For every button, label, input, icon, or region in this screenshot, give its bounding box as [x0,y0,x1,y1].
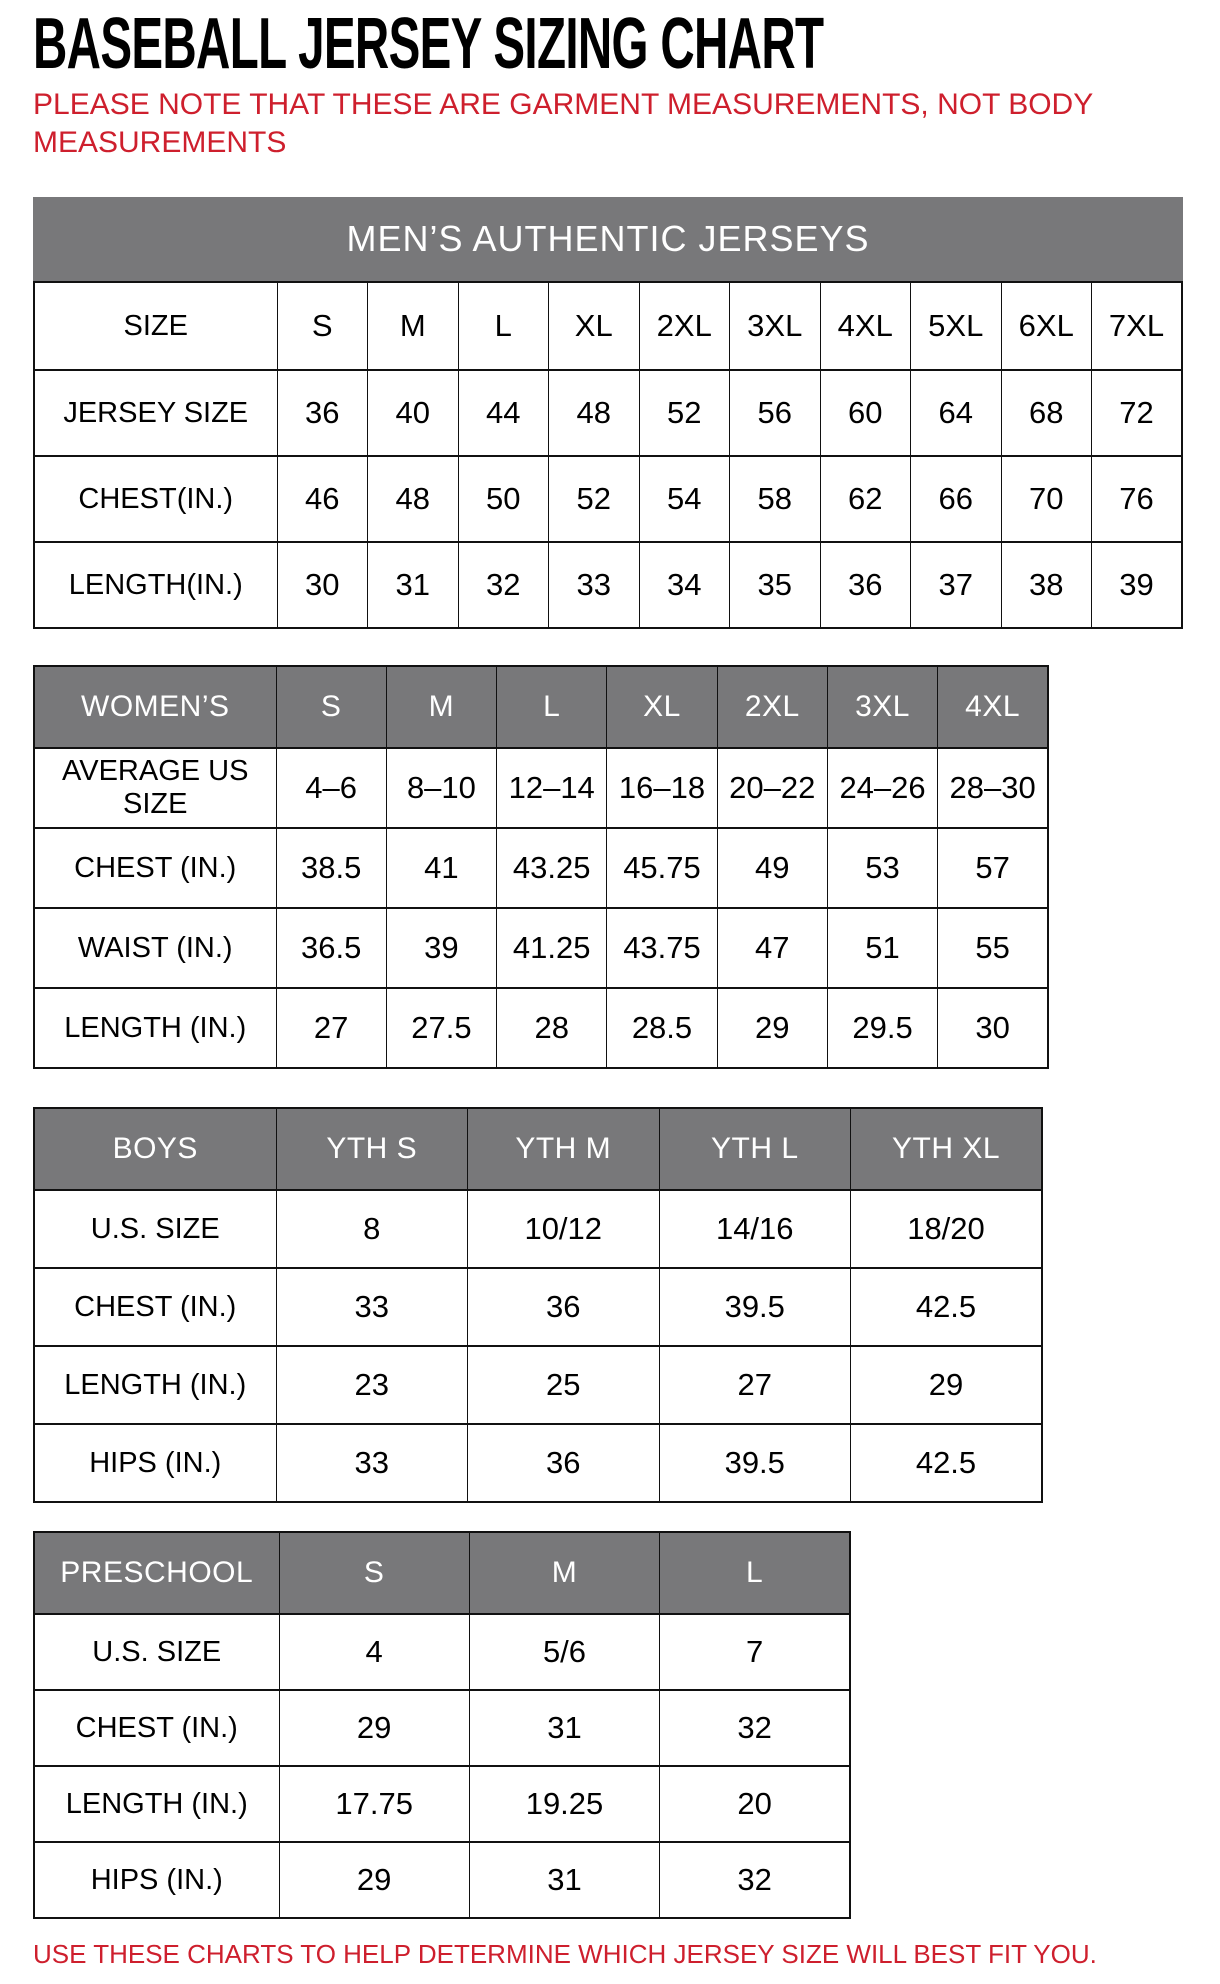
womens-col-header-2xl: 2XL [717,666,827,748]
row-label-cell: CHEST (IN.) [34,1268,276,1346]
boys-col-header-yth-l: YTH L [659,1108,851,1190]
value-cell: 19.25 [469,1766,659,1842]
preschool-row-hips [34,1842,850,1918]
value-cell: 35 [730,542,821,628]
value-cell: 45.75 [607,828,717,908]
value-cell: 52 [549,456,640,542]
boys-col-header-yth-m: YTH M [468,1108,660,1190]
preschool-col-header-l: L [660,1532,850,1614]
mens-col-header-5xl: 5XL [911,282,1002,370]
row-label-cell: CHEST(IN.) [34,456,277,542]
value-cell: 33 [549,542,640,628]
value-cell: 64 [911,370,1002,456]
mens-row-length [34,542,1182,628]
value-cell: 17.75 [279,1766,469,1842]
mens-col-header-7xl: 7XL [1092,282,1183,370]
value-cell: 60 [820,370,911,456]
value-cell: 8 [276,1190,468,1268]
womens-col-header-xl: XL [607,666,717,748]
value-cell: 42.5 [851,1424,1043,1502]
value-cell: 27.5 [386,988,496,1068]
value-cell: 5/6 [469,1614,659,1690]
value-cell: 36 [468,1268,660,1346]
value-cell: 29.5 [827,988,937,1068]
value-cell: 51 [827,908,937,988]
womens-table-title-cell: WOMEN’S [34,666,276,748]
value-cell: 41.25 [497,908,607,988]
value-cell: 4 [279,1614,469,1690]
value-cell: 72 [1092,370,1183,456]
value-cell: 54 [639,456,730,542]
womens-col-header-3xl: 3XL [827,666,937,748]
mens-col-header-6xl: 6XL [1001,282,1092,370]
value-cell: 57 [938,828,1048,908]
value-cell: 48 [549,370,640,456]
value-cell: 38.5 [276,828,386,908]
value-cell: 34 [639,542,730,628]
value-cell: 39 [1092,542,1183,628]
value-cell: 16–18 [607,748,717,828]
womens-col-header-s: S [276,666,386,748]
value-cell: 24–26 [827,748,937,828]
row-label-cell: JERSEY SIZE [34,370,277,456]
value-cell: 37 [911,542,1002,628]
value-cell: 31 [469,1690,659,1766]
preschool-row-chest [34,1690,850,1766]
value-cell: 7 [660,1614,850,1690]
value-cell: 46 [277,456,368,542]
boys-row-hips [34,1424,1042,1502]
value-cell: 42.5 [851,1268,1043,1346]
boys-col-header-yth-xl: YTH XL [851,1108,1043,1190]
value-cell: 39.5 [659,1268,851,1346]
value-cell: 50 [458,456,549,542]
womens-col-header-l: L [497,666,607,748]
row-label-cell: HIPS (IN.) [34,1424,276,1502]
value-cell: 53 [827,828,937,908]
mens-col-header-xl: XL [549,282,640,370]
value-cell: 47 [717,908,827,988]
value-cell: 36.5 [276,908,386,988]
value-cell: 18/20 [851,1190,1043,1268]
value-cell: 14/16 [659,1190,851,1268]
womens-row-chest [34,828,1048,908]
sizing-chart-page [0,4,1220,1970]
value-cell: 68 [1001,370,1092,456]
boys-col-header-yth-s: YTH S [276,1108,468,1190]
value-cell: 28.5 [607,988,717,1068]
boys-row-length [34,1346,1042,1424]
womens-row-length [34,988,1048,1068]
value-cell: 55 [938,908,1048,988]
boys-row-us-size [34,1190,1042,1268]
womens-row-us-size [34,748,1048,828]
value-cell: 38 [1001,542,1092,628]
mens-row-jersey-size [34,370,1182,456]
value-cell: 36 [277,370,368,456]
boys-row-chest [34,1268,1042,1346]
row-label-cell: U.S. SIZE [34,1614,279,1690]
value-cell: 29 [717,988,827,1068]
value-cell: 31 [469,1842,659,1918]
value-cell: 30 [938,988,1048,1068]
value-cell: 40 [368,370,459,456]
value-cell: 48 [368,456,459,542]
value-cell: 33 [276,1268,468,1346]
preschool-row-length [34,1766,850,1842]
value-cell: 29 [851,1346,1043,1424]
row-label-cell: WAIST (IN.) [34,908,276,988]
fit-recommendation-note: USE THESE CHARTS TO HELP DETERMINE WHICH JERSEY SIZE WILL BEST FIT YOU. [33,1939,1097,1970]
value-cell: 12–14 [497,748,607,828]
value-cell: 27 [276,988,386,1068]
womens-row-waist [34,908,1048,988]
value-cell: 43.75 [607,908,717,988]
value-cell: 30 [277,542,368,628]
boys-size-table [33,1107,1043,1503]
mens-header-row [34,282,1182,370]
mens-size-table [33,281,1183,629]
womens-col-header-4xl: 4XL [938,666,1048,748]
womens-header-row [34,666,1048,748]
value-cell: 8–10 [386,748,496,828]
preschool-row-us-size [34,1614,850,1690]
value-cell: 41 [386,828,496,908]
row-label-cell: AVERAGE US SIZE [34,748,276,828]
value-cell: 49 [717,828,827,908]
value-cell: 62 [820,456,911,542]
row-label-cell: U.S. SIZE [34,1190,276,1268]
value-cell: 10/12 [468,1190,660,1268]
row-label-cell: LENGTH(IN.) [34,542,277,628]
mens-row-chest [34,456,1182,542]
value-cell: 36 [468,1424,660,1502]
value-cell: 39.5 [659,1424,851,1502]
value-cell: 39 [386,908,496,988]
value-cell: 58 [730,456,821,542]
womens-col-header-m: M [386,666,496,748]
value-cell: 20 [660,1766,850,1842]
preschool-table-title-cell: PRESCHOOL [34,1532,279,1614]
value-cell: 56 [730,370,821,456]
preschool-size-table [33,1531,851,1919]
value-cell: 31 [368,542,459,628]
page-title: BASEBALL JERSEY SIZING CHART [33,4,824,84]
value-cell: 32 [458,542,549,628]
value-cell: 36 [820,542,911,628]
value-cell: 29 [279,1690,469,1766]
value-cell: 20–22 [717,748,827,828]
row-label-cell: CHEST (IN.) [34,828,276,908]
mens-table-banner: MEN’S AUTHENTIC JERSEYS [33,197,1183,281]
value-cell: 52 [639,370,730,456]
mens-col-header-m: M [368,282,459,370]
row-label-cell: LENGTH (IN.) [34,1346,276,1424]
value-cell: 76 [1092,456,1183,542]
mens-col-header-l: L [458,282,549,370]
preschool-col-header-s: S [279,1532,469,1614]
row-label-cell: HIPS (IN.) [34,1842,279,1918]
preschool-col-header-m: M [469,1532,659,1614]
mens-col-header-3xl: 3XL [730,282,821,370]
row-label-cell: LENGTH (IN.) [34,988,276,1068]
mens-col-header-2xl: 2XL [639,282,730,370]
value-cell: 33 [276,1424,468,1502]
value-cell: 23 [276,1346,468,1424]
value-cell: 66 [911,456,1002,542]
value-cell: 4–6 [276,748,386,828]
womens-size-table [33,665,1049,1069]
value-cell: 32 [660,1842,850,1918]
mens-col-header-s: S [277,282,368,370]
value-cell: 28–30 [938,748,1048,828]
value-cell: 25 [468,1346,660,1424]
value-cell: 28 [497,988,607,1068]
garment-measurements-note: PLEASE NOTE THAT THESE ARE GARMENT MEASUREMENTS, NOT BODY MEASUREMENTS [33,88,1093,159]
preschool-header-row [34,1532,850,1614]
row-label-cell: LENGTH (IN.) [34,1766,279,1842]
boys-table-title-cell: BOYS [34,1108,276,1190]
mens-size-header-cell: SIZE [34,282,277,370]
boys-header-row [34,1108,1042,1190]
value-cell: 44 [458,370,549,456]
value-cell: 43.25 [497,828,607,908]
value-cell: 27 [659,1346,851,1424]
value-cell: 32 [660,1690,850,1766]
value-cell: 70 [1001,456,1092,542]
value-cell: 29 [279,1842,469,1918]
row-label-cell: CHEST (IN.) [34,1690,279,1766]
mens-col-header-4xl: 4XL [820,282,911,370]
